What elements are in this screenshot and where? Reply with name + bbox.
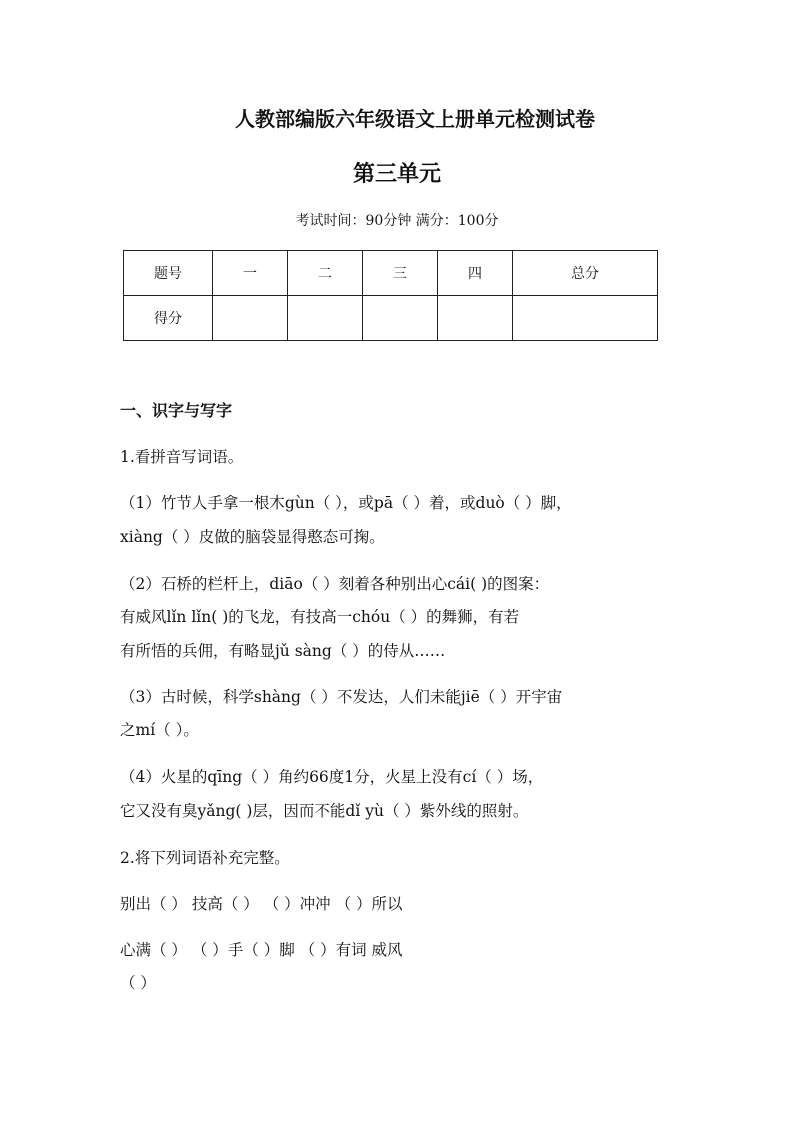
question-line: 它又没有臭yǎng( )层，因而不能dǐ yù（ ）紫外线的照射。: [120, 802, 529, 820]
score-cell: [438, 296, 513, 341]
question-line: （2）石桥的栏杆上，diāo（ ）刻着各种别出心cái( )的图案：: [120, 575, 550, 593]
question-line: （3）古时候，科学shàng（ ）不发达，人们未能jiē（ ）开宇宙: [120, 688, 563, 706]
main-title: 人教部编版六年级语文上册单元检测试卷: [235, 107, 595, 131]
question-line: （1）竹节人手拿一根木gùn（ ），或pā（ ）着，或duò（ ）脚，: [120, 494, 572, 512]
question-line: （ ）: [120, 974, 156, 992]
table-cell: 题号: [124, 251, 213, 296]
question-line: 有所悟的兵佣，有略显jǔ sàng（ ）的侍从……: [120, 642, 446, 660]
score-table-score-row: [124, 296, 658, 341]
unit-title: 第三单元: [352, 161, 441, 187]
score-cell: [288, 296, 363, 341]
table-cell: 二: [288, 251, 363, 296]
score-cell: [213, 296, 288, 341]
score-cell: [513, 296, 658, 341]
exam-info: 考试时间：90分钟 满分：100分: [295, 213, 499, 229]
table-cell: 三: [363, 251, 438, 296]
table-cell: 四: [438, 251, 513, 296]
score-cell: [363, 296, 438, 341]
question-title: 1.看拼音写词语。: [120, 448, 244, 466]
question-line: xiàng（ ）皮做的脑袋显得憨态可掬。: [120, 528, 385, 546]
question-line: 之mí（ ）。: [120, 721, 199, 739]
question-title: 2.将下列词语补充完整。: [120, 849, 290, 867]
table-cell: 得分: [124, 296, 213, 341]
section-title: 一、识字与写字: [120, 401, 233, 420]
score-table: [123, 250, 658, 341]
question-line: 心满（ ） （ ）手（ ）脚 （ ）有词 威风: [120, 941, 403, 959]
score-table-header-row: [124, 251, 658, 296]
question-line: 别出（ ） 技高（ ） （ ）冲冲 （ ）所以: [120, 895, 403, 913]
table-cell: 总分: [513, 251, 658, 296]
table-cell: 一: [213, 251, 288, 296]
question-line: （4）火星的qīng（ ）角约66度1分，火星上没有cí（ ）场，: [120, 768, 544, 786]
question-line: 有威风lǐn lǐn( )的飞龙，有技高一chóu（ ）的舞狮，有若: [120, 608, 520, 626]
